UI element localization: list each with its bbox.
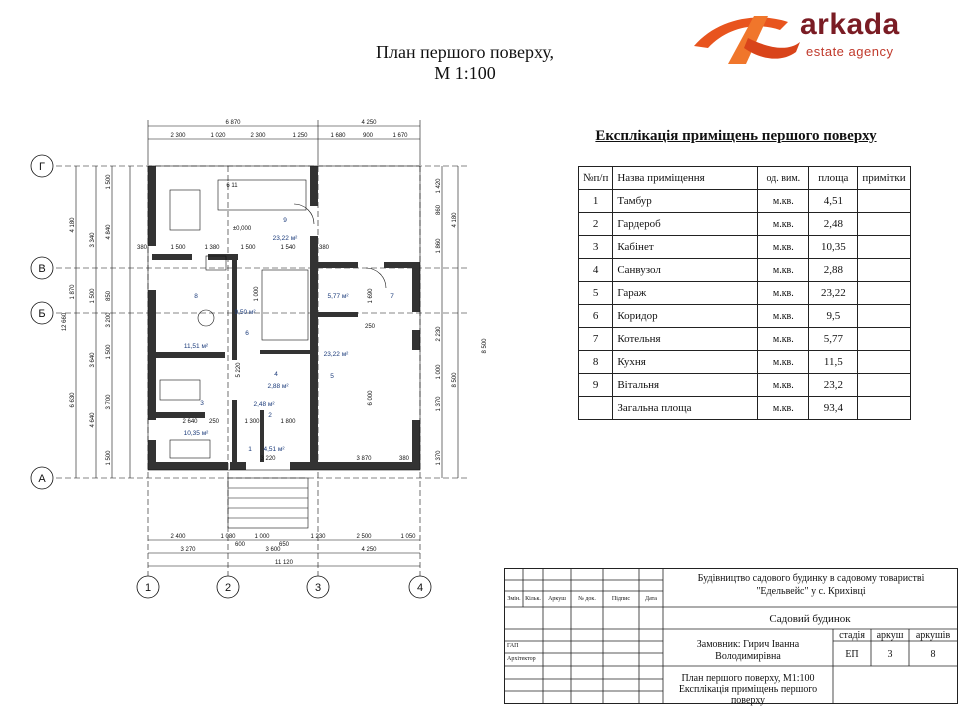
level-mark: ±0,000 (232, 226, 252, 232)
wall-dim-2: 1 500 (170, 245, 186, 251)
row-num: 2 (579, 213, 613, 236)
row-name: Котельня (613, 328, 758, 351)
row-name: Гардероб (613, 213, 758, 236)
room-4-area: 2,88 м² (267, 383, 289, 390)
row-name: Вітальня (613, 374, 758, 397)
dim-left-outer-1: 4 180 (70, 217, 76, 233)
table-row (579, 236, 911, 259)
title-block (504, 568, 958, 704)
row-unit: м.кв. (758, 328, 809, 351)
wall-dim-7: 1 000 (254, 286, 260, 302)
header-note: примітки (858, 167, 911, 190)
dim-top-inner-2: 1 020 (210, 133, 226, 139)
sheets-value: 8 (930, 649, 936, 660)
room-9-num: 9 (283, 217, 287, 224)
row-area: 2,48 (809, 213, 858, 236)
title-line-1: План першого поверху, (375, 42, 555, 62)
table-row (579, 213, 911, 236)
dim-right-4: 1 860 (436, 238, 442, 254)
row-area: 2,88 (809, 259, 858, 282)
title-line-2: М 1:100 (434, 63, 496, 83)
axis-row-v: В (38, 263, 46, 275)
wall-dim-10: 250 (208, 419, 220, 425)
col-zmin: Змін. (507, 596, 521, 602)
dim-bottom-mid-1: 3 270 (180, 547, 196, 553)
wall-dim-1: 380 (136, 245, 148, 251)
dim-left-mid-2: 1 500 (90, 288, 96, 304)
dim-bottom-inner-3: 1 000 (254, 534, 270, 540)
col-date: Дата (645, 596, 657, 602)
total-area: 93,4 (809, 397, 858, 420)
explication-table (578, 166, 911, 420)
room-8-area: 11,51 м² (183, 343, 209, 350)
stage-value: ЕП (845, 649, 859, 660)
wall-dim-9: 2 640 (182, 419, 198, 425)
dim-left-outer-3: 12 660 (62, 312, 68, 332)
row-name: Коридор (613, 305, 758, 328)
dim-left-mid-1: 3 340 (90, 232, 96, 248)
dim-left-outer-2: 1 870 (70, 284, 76, 300)
sheet-title: План першого поверху, М1:100 Експлікація приміщень першого поверху (678, 673, 818, 706)
axis-row-g: Г (39, 161, 45, 173)
explication-title: Експлікація приміщень першого поверху (595, 128, 877, 144)
wall-dim-6: 380 (318, 245, 330, 251)
wall-dim-15: 380 (398, 456, 410, 462)
dim-left-inner-3: 850 (106, 290, 112, 302)
row-area: 5,77 (809, 328, 858, 351)
dim-top-inner-6: 900 (362, 133, 374, 139)
dim-left-inner-5: 1 500 (106, 344, 112, 360)
dim-bottom-sub-2: 650 (278, 542, 290, 548)
row-num: 3 (579, 236, 613, 259)
dim-left-inner-4: 3 200 (106, 312, 112, 328)
header-name: Назва приміщення (613, 167, 758, 190)
object-name: Садовий будинок (769, 613, 851, 625)
row-unit: м.кв. (758, 259, 809, 282)
row-note (858, 236, 911, 259)
logo-tagline: estate agency (806, 44, 894, 59)
row-num: 7 (579, 328, 613, 351)
row-note (858, 213, 911, 236)
dim-top-inner-4: 1 250 (292, 133, 308, 139)
col-signature: Підпис (611, 596, 631, 602)
project-title: Будівництво садового будинку в садовому товаристві "Едельвейс" у с. Крихівці (697, 573, 925, 597)
dim-left-inner-1: 1 500 (106, 174, 112, 190)
room-7-num: 7 (390, 293, 394, 300)
row-note (858, 305, 911, 328)
wall-dim-12: 1 800 (280, 419, 296, 425)
room-6-area: 9,50 м² (234, 309, 256, 316)
dim-top-inner-7: 1 670 (392, 133, 408, 139)
logo-name: arkada (800, 8, 900, 41)
row-area: 23,22 (809, 282, 858, 305)
dim-left-inner-2: 4 840 (106, 224, 112, 240)
dim-top-inner-1: 2 300 (170, 133, 186, 139)
room-3-area: 10,35 м² (183, 430, 209, 437)
client-name: Замовник: Гирич Іванна Володимирівна (696, 639, 800, 662)
wall-dim-16: 6 000 (368, 390, 374, 406)
row-num: 5 (579, 282, 613, 305)
row-note (858, 282, 911, 305)
row-num: 8 (579, 351, 613, 374)
sheets-label: аркушів (915, 630, 951, 641)
header-unit: од. вим. (758, 167, 809, 190)
row-area: 10,35 (809, 236, 858, 259)
axis-col-1: 1 (144, 582, 152, 594)
dim-left-mid-4: 4 640 (90, 412, 96, 428)
dim-right-3: 860 (436, 204, 442, 216)
room-2-area: 2,48 м² (253, 401, 275, 408)
dim-bottom-sub-1: 600 (234, 542, 246, 548)
row-note (858, 351, 911, 374)
room-1-num: 1 (248, 446, 252, 453)
wall-dim-11: 1 300 (244, 419, 260, 425)
dim-right-8: 1 370 (436, 396, 442, 412)
dim-bottom-inner-6: 1 050 (400, 534, 416, 540)
row-num: 6 (579, 305, 613, 328)
sheet-label: аркуш (876, 630, 904, 641)
dim-right-2: 4 180 (452, 212, 458, 228)
room-9-area: 23,22 м² (272, 235, 298, 242)
dim-right-6: 8 500 (452, 372, 458, 388)
table-row (579, 282, 911, 305)
row-name: Тамбур (613, 190, 758, 213)
wall-dim-20: 6 11 (226, 183, 238, 189)
room-3-num: 3 (200, 400, 204, 407)
role-gap: ГАП (507, 643, 519, 649)
row-note (858, 374, 911, 397)
col-arkush: Аркуш (548, 596, 566, 602)
row-name: Гараж (613, 282, 758, 305)
axis-row-a: А (38, 473, 46, 485)
axis-row-b: Б (38, 308, 46, 320)
dim-right-5: 2 230 (436, 326, 442, 342)
table-row (579, 351, 911, 374)
row-num: 1 (579, 190, 613, 213)
wall-dim-4: 1 500 (240, 245, 256, 251)
row-name: Кабінет (613, 236, 758, 259)
dim-bottom-mid-2: 3 600 (265, 547, 281, 553)
table-row (579, 374, 911, 397)
header-area: площа (809, 167, 858, 190)
table-row (579, 305, 911, 328)
stage-label: стадія (839, 630, 865, 641)
axis-col-3: 3 (314, 582, 322, 594)
dim-bottom-mid-3: 4 250 (361, 547, 377, 553)
row-area: 23,2 (809, 374, 858, 397)
header-num: №п/п (579, 167, 613, 190)
row-note (858, 397, 911, 420)
dim-bottom-inner-5: 2 500 (356, 534, 372, 540)
sheet-value: 3 (887, 649, 893, 660)
room-2-num: 2 (268, 412, 272, 419)
table-total-row (579, 397, 911, 420)
room-6-num: 6 (245, 330, 249, 337)
dim-right-9: 1 370 (436, 450, 442, 466)
row-unit: м.кв. (758, 236, 809, 259)
room-4-num: 4 (274, 371, 278, 378)
col-kilk: Кільк. (525, 596, 541, 602)
row-area: 4,51 (809, 190, 858, 213)
wall-dim-17: 1 690 (368, 288, 374, 304)
row-unit: м.кв. (758, 374, 809, 397)
wall-dim-18: 250 (364, 324, 376, 330)
wall-dim-3: 1 380 (204, 245, 220, 251)
row-unit: м.кв. (758, 282, 809, 305)
wall-dim-5: 1 540 (280, 245, 296, 251)
dim-left-inner-7: 1 500 (106, 450, 112, 466)
dim-right-1: 1 420 (436, 178, 442, 194)
room-5-area: 23,22 м² (323, 351, 349, 358)
axis-col-2: 2 (224, 582, 232, 594)
table-header-row (579, 167, 911, 190)
dim-bottom-inner-4: 1 230 (310, 534, 326, 540)
wall-dim-19: 8 500 (482, 338, 488, 354)
row-note (858, 259, 911, 282)
row-num: 9 (579, 374, 613, 397)
dim-bottom-inner-2: 1 080 (220, 534, 236, 540)
row-num: 4 (579, 259, 613, 282)
dim-bottom-total: 11 120 (275, 560, 293, 566)
room-7-area: 5,77 м² (327, 293, 349, 300)
row-note (858, 328, 911, 351)
row-unit: м.кв. (758, 305, 809, 328)
room-5-num: 5 (330, 373, 334, 380)
floor-plan (0, 100, 500, 605)
dim-top-outer-2: 4 250 (361, 120, 377, 126)
row-area: 9,5 (809, 305, 858, 328)
dim-left-mid-3: 3 640 (90, 352, 96, 368)
axis-col-4: 4 (416, 582, 424, 594)
dim-left-outer-4: 6 630 (70, 392, 76, 408)
dim-bottom-inner-1: 2 400 (170, 534, 186, 540)
row-name: Санвузол (613, 259, 758, 282)
table-row (579, 190, 911, 213)
col-doc: № док. (578, 596, 596, 602)
dim-top-outer-1: 6 870 (225, 120, 241, 126)
room-1-area: 4,51 м² (263, 446, 285, 453)
dim-left-inner-6: 3 700 (106, 394, 112, 410)
dim-top-inner-5: 1 680 (330, 133, 346, 139)
row-unit: м.кв. (758, 213, 809, 236)
row-name: Кухня (613, 351, 758, 374)
total-name: Загальна площа (613, 397, 758, 420)
wall-dim-14: 3 870 (356, 456, 372, 462)
row-unit: м.кв. (758, 351, 809, 374)
wall-dim-8: 5 220 (236, 362, 242, 378)
row-unit: м.кв. (758, 190, 809, 213)
row-area: 11,5 (809, 351, 858, 374)
total-unit: м.кв. (758, 397, 809, 420)
row-note (858, 190, 911, 213)
row-num (579, 397, 613, 420)
table-row (579, 328, 911, 351)
wall-dim-13: 3 220 (260, 456, 276, 462)
table-row (579, 259, 911, 282)
dim-right-7: 1 000 (436, 364, 442, 380)
page-title (300, 42, 630, 84)
role-architect: Архітектор (507, 656, 536, 662)
room-8-num: 8 (194, 293, 198, 300)
dim-top-inner-3: 2 300 (250, 133, 266, 139)
